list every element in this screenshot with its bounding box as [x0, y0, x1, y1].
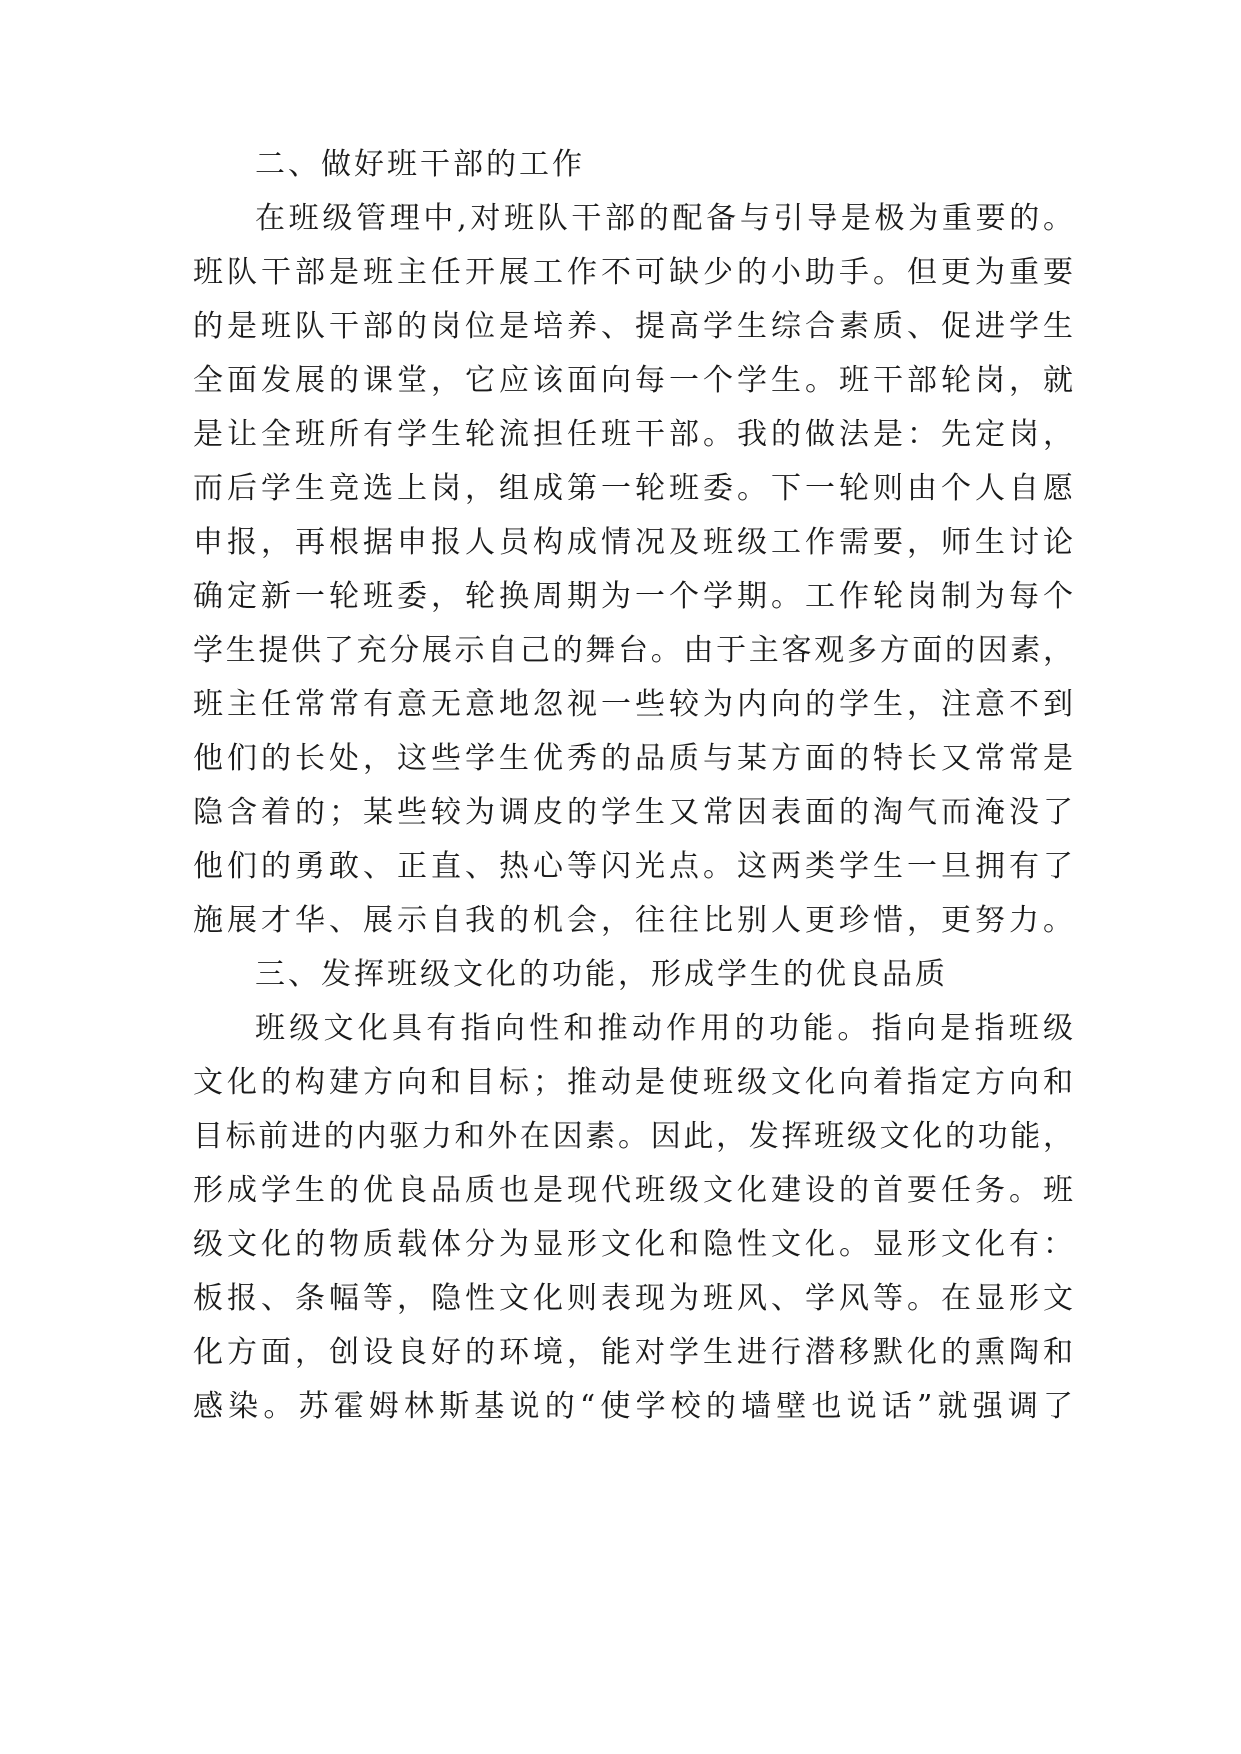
paragraph-line: 感染。苏霍姆林斯基说的“使学校的墙壁也说话”就强调了: [193, 1389, 1073, 1424]
paragraph-line: 形成学生的优良品质也是现代班级文化建设的首要任务。班: [193, 1173, 1073, 1208]
section-heading-2: 二、做好班干部的工作: [255, 147, 585, 182]
paragraph-line: 隐含着的；某些较为调皮的学生又常因表面的淘气而淹没了: [193, 795, 1073, 830]
paragraph-line: 的是班队干部的岗位是培养、提高学生综合素质、促进学生: [193, 309, 1073, 344]
paragraph-line: 班主任常常有意无意地忽视一些较为内向的学生，注意不到: [193, 687, 1073, 722]
paragraph-line: 班级文化具有指向性和推动作用的功能。指向是指班级: [255, 1011, 1073, 1046]
paragraph-line: 他们的长处，这些学生优秀的品质与某方面的特长又常常是: [193, 741, 1073, 776]
paragraph-line: 化方面，创设良好的环境，能对学生进行潜移默化的熏陶和: [193, 1335, 1073, 1370]
paragraph-line: 而后学生竞选上岗，组成第一轮班委。下一轮则由个人自愿: [193, 471, 1073, 506]
paragraph-line: 是让全班所有学生轮流担任班干部。我的做法是：先定岗，: [193, 417, 1073, 452]
paragraph-line: 板报、条幅等，隐性文化则表现为班风、学风等。在显形文: [193, 1281, 1073, 1316]
paragraph-line: 级文化的物质载体分为显形文化和隐性文化。显形文化有：: [193, 1227, 1073, 1262]
paragraph-line: 全面发展的课堂，它应该面向每一个学生。班干部轮岗，就: [193, 363, 1073, 398]
paragraph-line: 目标前进的内驱力和外在因素。因此，发挥班级文化的功能，: [193, 1119, 1073, 1154]
paragraph-line: 申报，再根据申报人员构成情况及班级工作需要，师生讨论: [193, 525, 1073, 560]
section-heading-3: 三、发挥班级文化的功能，形成学生的优良品质: [255, 957, 948, 992]
paragraph-line: 确定新一轮班委，轮换周期为一个学期。工作轮岗制为每个: [193, 579, 1073, 614]
paragraph-line: 文化的构建方向和目标；推动是使班级文化向着指定方向和: [193, 1065, 1073, 1100]
paragraph-line: 他们的勇敢、正直、热心等闪光点。这两类学生一旦拥有了: [193, 849, 1073, 884]
paragraph-line: 施展才华、展示自我的机会，往往比别人更珍惜，更努力。: [193, 903, 1073, 938]
paragraph-line: 班队干部是班主任开展工作不可缺少的小助手。但更为重要: [193, 255, 1073, 290]
paragraph-line: 学生提供了充分展示自己的舞台。由于主客观多方面的因素，: [193, 633, 1073, 668]
paragraph-line: 在班级管理中,对班队干部的配备与引导是极为重要的。: [255, 201, 1073, 236]
